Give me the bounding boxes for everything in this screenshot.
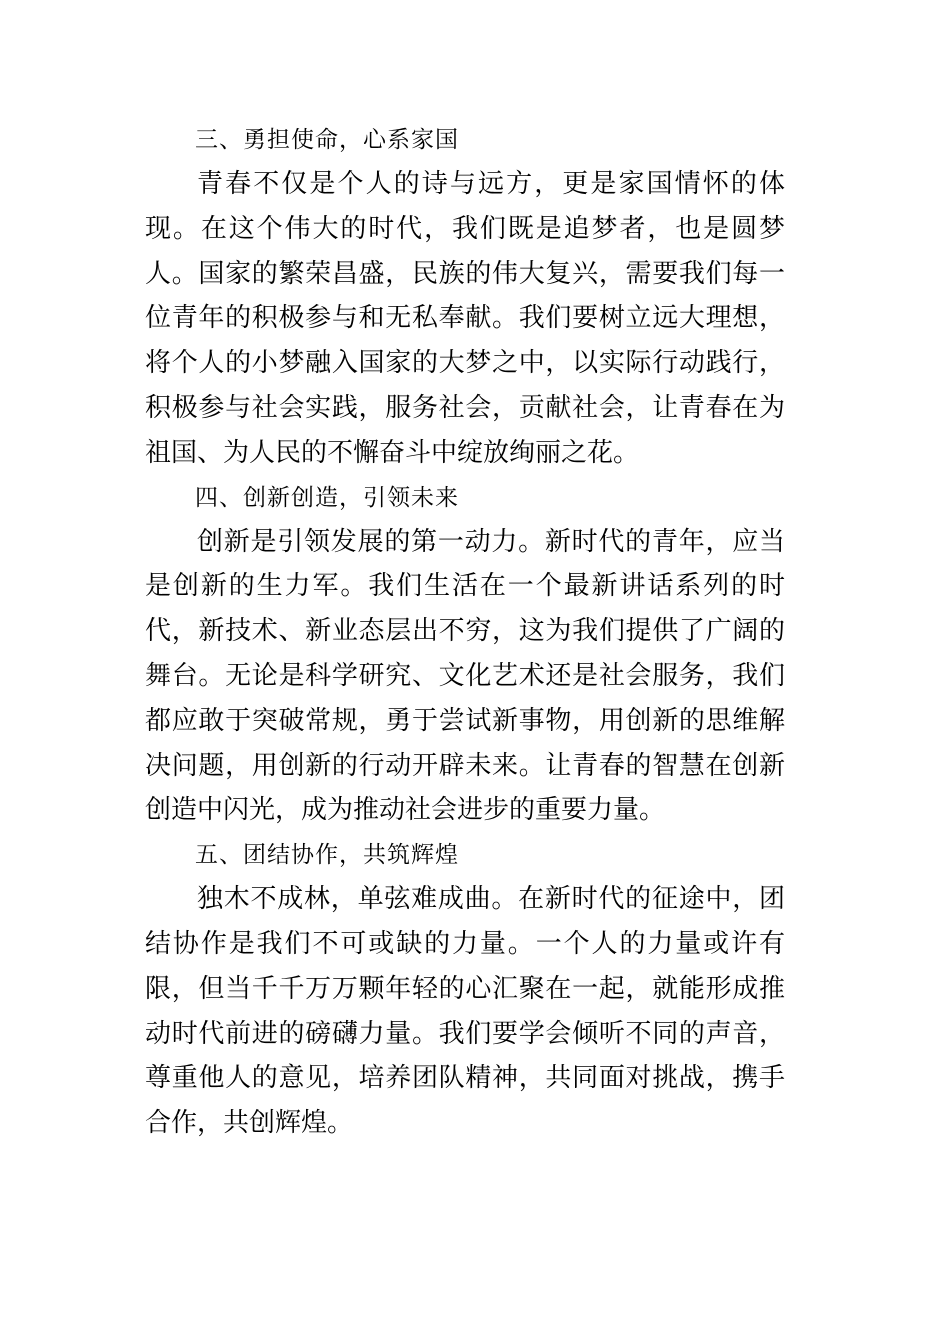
section-heading: 五、团结协作，共筑辉煌 bbox=[195, 842, 459, 869]
section-paragraph: 青春不仅是个人的诗与远方，更是家国情怀的体现。在这个伟大的时代，我们既是追梦者，也是圆梦人。国家的繁荣昌盛，民族的伟大复兴，需要我们每一位青年的积极参与和无私奉献。我们要树立远大理想，将个人的小梦融入国家的大梦之中，以实际行动践行，积极参与社会实践，服务社会，贡献社会，让青春在为祖国、为人民的不懈奋斗中绽放绚丽之花。 bbox=[145, 169, 785, 468]
document-body bbox=[145, 118, 785, 1146]
section-paragraph: 创新是引领发展的第一动力。新时代的青年，应当是创新的生力军。我们生活在一个最新讲话系列的时代，新技术、新业态层出不穷，这为我们提供了广阔的舞台。无论是科学研究、文化艺术还是社会服务，我们都应敢于突破常规，勇于尝试新事物，用创新的思维解决问题，用创新的行动开辟未来。让青春的智慧在创新创造中闪光，成为推动社会进步的重要力量。 bbox=[145, 526, 785, 826]
section-teamwork bbox=[145, 833, 785, 1146]
section-paragraph: 独木不成林，单弦难成曲。在新时代的征途中，团结协作是我们不可或缺的力量。一个人的力量或许有限，但当千千万万颗年轻的心汇聚在一起，就能形成推动时代前进的磅礴力量。我们要学会倾听不同的声音，尊重他人的意见，培养团队精神，共同面对挑战，携手合作，共创辉煌。 bbox=[145, 884, 785, 1139]
section-heading: 四、创新创造，引领未来 bbox=[195, 484, 459, 511]
section-innovation bbox=[145, 476, 785, 834]
section-heading: 三、勇担使命，心系家国 bbox=[195, 127, 459, 153]
section-mission bbox=[145, 118, 785, 476]
